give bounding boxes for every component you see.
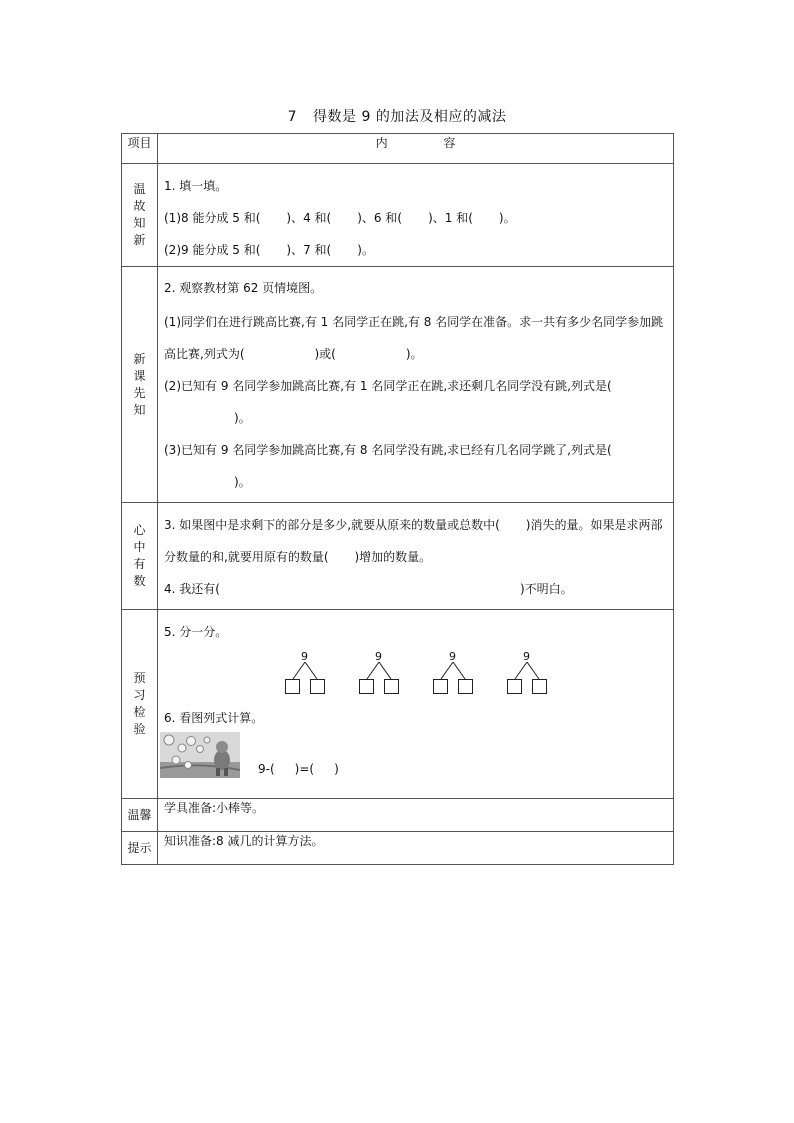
- worksheet-table: [121, 133, 674, 865]
- tree-number: 9: [449, 650, 456, 663]
- answer-box[interactable]: [433, 679, 448, 694]
- section-label: 温故知新: [122, 164, 158, 267]
- lesson-title: 得数是 9 的加法及相应的减法: [313, 109, 507, 125]
- answer-box[interactable]: [458, 679, 473, 694]
- worksheet-title: [0, 106, 794, 126]
- number-split-trees: [158, 648, 673, 700]
- tree-number: 9: [301, 650, 308, 663]
- expression: 9-( )=( ): [258, 762, 339, 776]
- split-tree: [285, 650, 325, 694]
- section-label: 预习检验: [122, 610, 158, 799]
- header-content: 内 容: [158, 134, 674, 164]
- answer-box[interactable]: [285, 679, 300, 694]
- answer-box[interactable]: [310, 679, 325, 694]
- table-header: [122, 134, 674, 164]
- tip-knowledge: 知识准备:8 减几的计算方法。: [158, 832, 674, 865]
- lesson-number: 7: [287, 109, 298, 125]
- question-2-part-2: (2)已知有 9 名同学参加跳高比赛,有 1 名同学正在跳,求还剩几名同学没有跳,列式是()。: [164, 379, 612, 425]
- question-5: 5. 分一分。: [164, 625, 228, 639]
- answer-box[interactable]: [384, 679, 399, 694]
- question-4: 4. 我还有( )不明白。: [164, 582, 573, 596]
- tips-label-1: 温馨: [122, 799, 158, 832]
- question-2-part-1: (1)同学们在进行跳高比赛,有 1 名同学正在跳,有 8 名同学在准备。求一共有多少名同学参加跳高比赛,列式为( )或( )。: [164, 315, 664, 361]
- tips-label-2: 提示: [122, 832, 158, 865]
- split-tree: [359, 650, 399, 694]
- section-label: 心中有数: [122, 503, 158, 610]
- question-2-part-3: (3)已知有 9 名同学参加跳高比赛,有 8 名同学没有跳,求已经有几名同学跳了,列式是()。: [164, 443, 612, 489]
- section-review: [122, 164, 674, 267]
- answer-box[interactable]: [359, 679, 374, 694]
- header-item: 项目: [122, 134, 158, 164]
- question-2: 2. 观察教材第 62 页情境图。: [164, 281, 323, 295]
- tree-number: 9: [375, 650, 382, 663]
- split-tree: [433, 650, 473, 694]
- section-new: [122, 267, 674, 503]
- section-preview: [122, 610, 674, 799]
- tips-row-1: [122, 799, 674, 832]
- section-mind: [122, 503, 674, 610]
- tree-number: 9: [523, 650, 530, 663]
- answer-box[interactable]: [532, 679, 547, 694]
- bubbles-illustration: [160, 732, 240, 778]
- question-6: 6. 看图列式计算。: [164, 711, 264, 725]
- question-6-body: [158, 730, 673, 788]
- tips-row-2: [122, 832, 674, 865]
- answer-box[interactable]: [507, 679, 522, 694]
- question-1: 1. 填一填。: [164, 179, 228, 193]
- question-1-part-1: (1)8 能分成 5 和( )、4 和( )、6 和( )、1 和( )。: [164, 211, 516, 225]
- split-tree: [507, 650, 547, 694]
- question-3: 3. 如果图中是求剩下的部分是多少,就要从原来的数量或总数中( )消失的量。如果是求两部分数量的和,就要用原有的数量( )增加的数量。: [164, 518, 663, 564]
- section-label: 新课先知: [122, 267, 158, 503]
- question-1-part-2: (2)9 能分成 5 和( )、7 和( )。: [164, 243, 374, 257]
- tip-tools: 学具准备:小棒等。: [158, 799, 674, 832]
